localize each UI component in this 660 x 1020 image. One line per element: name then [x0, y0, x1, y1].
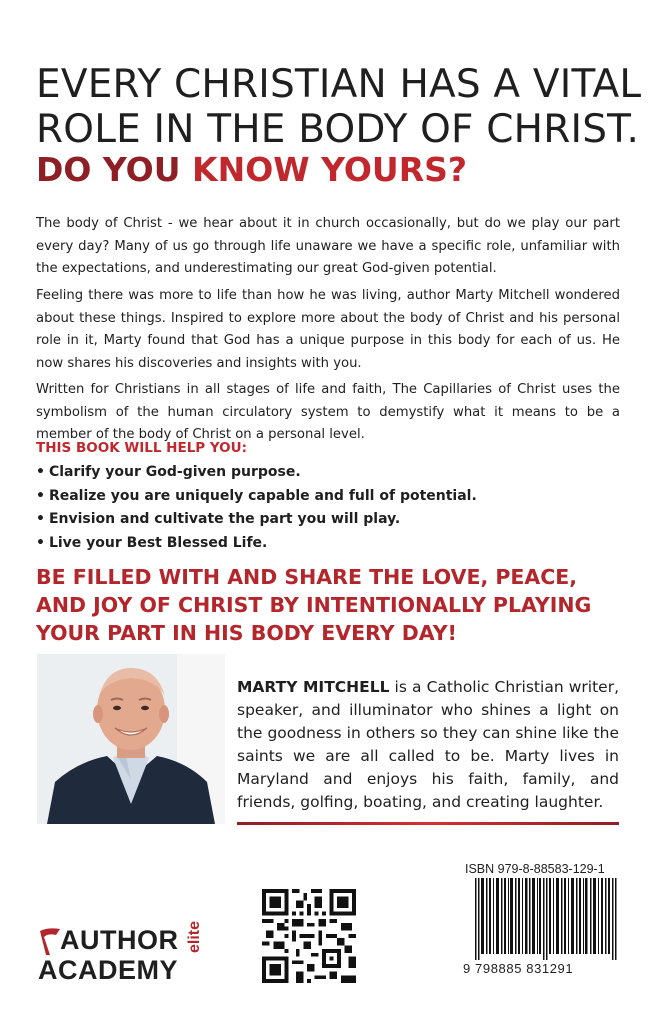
list-item	[36, 532, 477, 556]
description-paragraph-1: The body of Christ - we hear about it in church occasionally, but do we play our part every day? Many of us go through life unaware we have a specific role, unfamiliar with the expectations, and underestimating our great God-given potential.	[36, 216, 620, 277]
author-bio	[237, 676, 619, 814]
headline-line-2: ROLE IN THE BODY OF CHRIST.	[36, 107, 640, 152]
publisher-swoosh-icon	[38, 927, 62, 957]
description-paragraph-3: Written for Christians in all stages of life and faith, The Capillaries of Christ uses the symbolism of the human circulatory system to demystify what it means to be a member of the body of Christ on a personal level.	[36, 382, 620, 443]
list-item-text: Envision and cultivate the part you will play.	[48, 511, 401, 527]
publisher-tag: elite	[186, 920, 203, 953]
publisher-word-2: ACADEMY	[38, 955, 179, 985]
barcode-digits: 9 798885 831291	[463, 961, 574, 976]
list-item	[36, 485, 477, 509]
author-bio-text: is a Catholic Christian writer, speaker, and illuminator who shines a light on the goodness in others so they can shine like the saints we are all called to be. Marty lives in Maryland and enjoys his faith, family, and friends, golfing, boating, and creating laughter.	[237, 677, 619, 811]
headline-question	[36, 150, 467, 189]
author-name: MARTY MITCHELL	[237, 677, 390, 696]
list-item	[36, 461, 477, 485]
author-photo	[37, 654, 225, 824]
callout-line-2: AND JOY OF CHRIST BY INTENTIONALLY PLAYING	[36, 593, 592, 617]
list-item-text: Clarify your God-given purpose.	[48, 464, 301, 480]
bullet-icon: •	[36, 511, 45, 527]
bullet-icon: •	[36, 464, 45, 480]
bullet-icon: •	[36, 534, 45, 551]
callout-line-1: BE FILLED WITH AND SHARE THE LOVE, PEACE,	[36, 565, 578, 589]
description-paragraph-2: Feeling there was more to life than how he was living, author Marty Mitchell wondered about these things. Inspired to explore more about the body of Christ and his personal role in it, Marty found that God has a unique purpose in this body for each of us. He now shares his discoveries and insights with you.	[36, 288, 620, 371]
headline-question-part-1: DO YOU	[36, 150, 192, 189]
callout-line-3: YOUR PART IN HIS BODY EVERY DAY!	[36, 621, 457, 645]
headline-question-part-2: KNOW YOURS?	[192, 150, 468, 189]
author-portrait-icon	[37, 654, 225, 824]
callout	[36, 563, 636, 647]
publisher-word-1: AUTHOR	[60, 925, 179, 955]
bullet-icon: •	[36, 487, 45, 504]
list-item-text: Live your Best Blessed Life.	[48, 534, 268, 551]
list-item	[36, 508, 477, 532]
benefit-list	[36, 461, 477, 555]
headline	[36, 62, 642, 152]
qr-code-icon	[262, 889, 356, 983]
headline-line-1: EVERY CHRISTIAN HAS A VITAL	[36, 62, 642, 107]
barcode-icon	[475, 878, 617, 960]
list-item-text: Realize you are uniquely capable and full of potential.	[48, 487, 477, 504]
help-heading: THIS BOOK WILL HELP YOU:	[36, 440, 248, 456]
divider	[237, 822, 619, 825]
publisher-logo	[38, 920, 218, 990]
isbn-label: ISBN 979-8-88583-129-1	[465, 862, 605, 876]
